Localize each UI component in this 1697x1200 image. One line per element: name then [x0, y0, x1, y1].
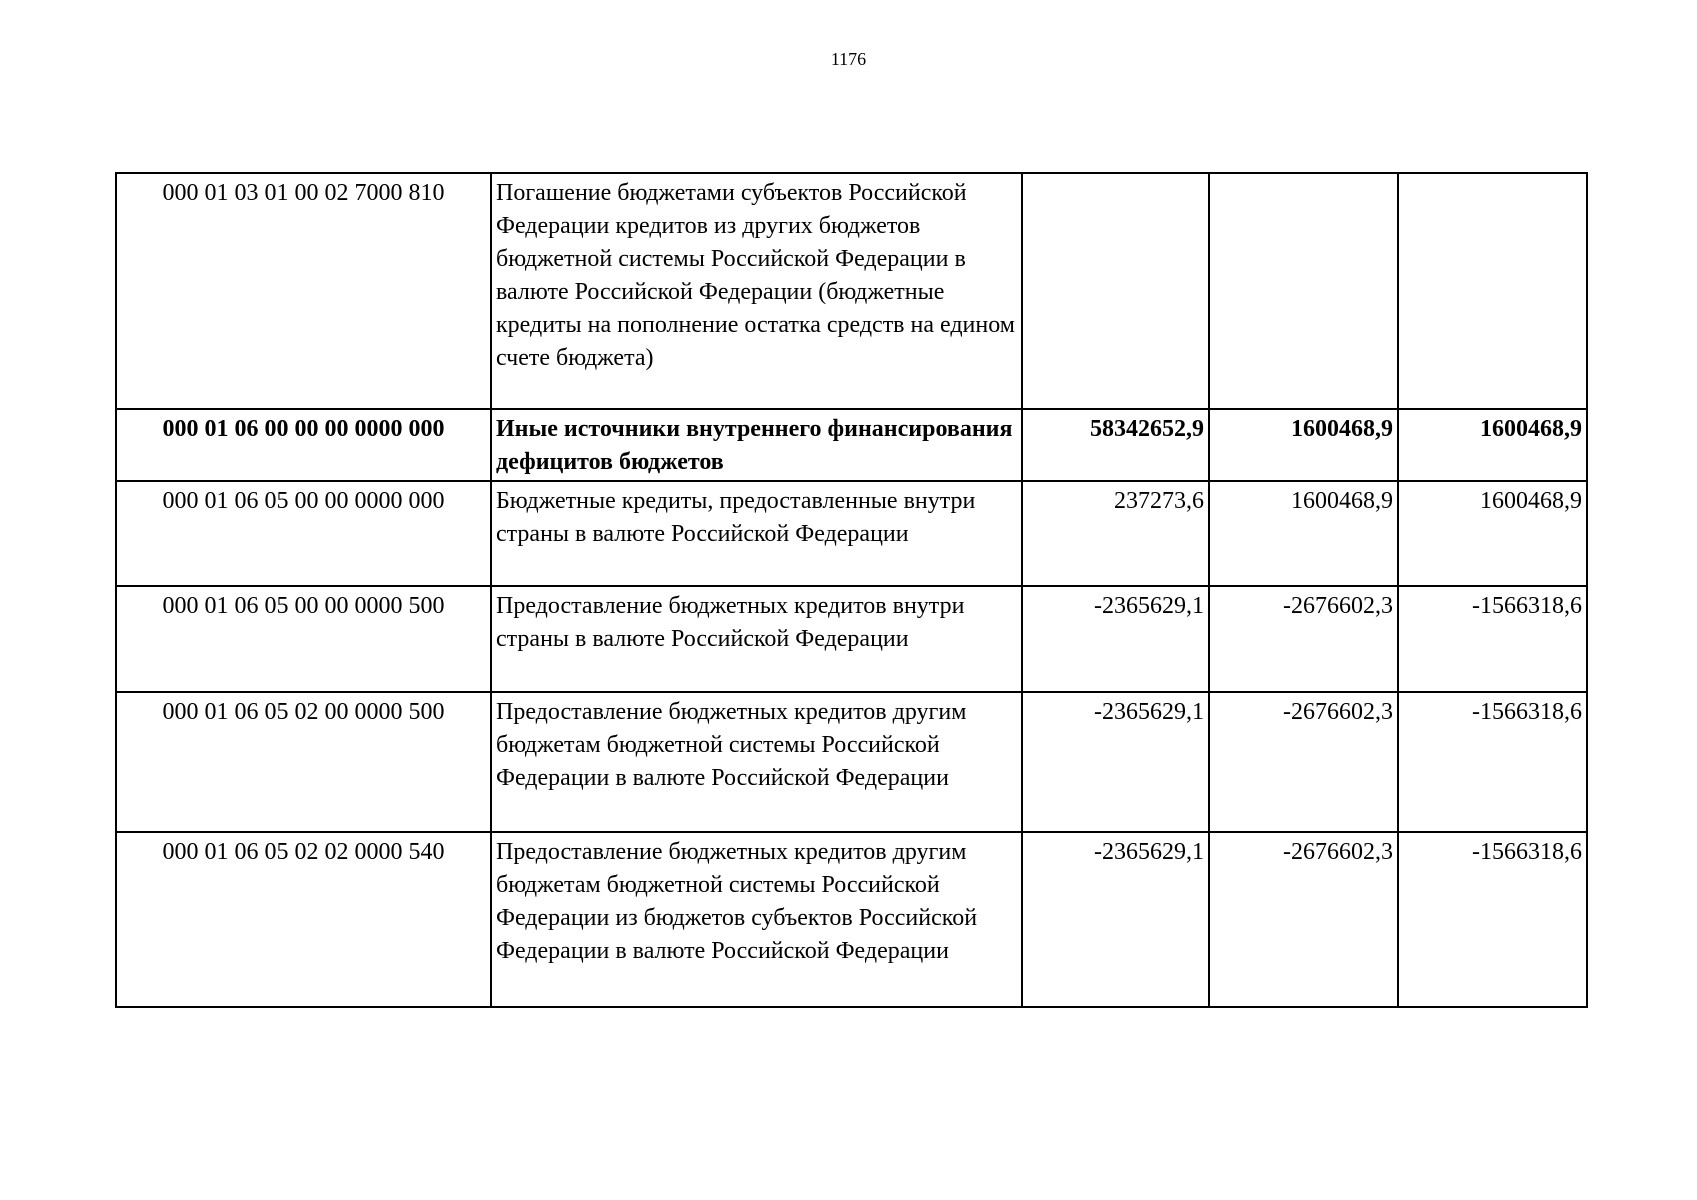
- row-value-3: [1398, 173, 1587, 409]
- row-value-2: -2676602,3: [1209, 586, 1398, 692]
- table-row: [116, 692, 1587, 832]
- row-value-2: 1600468,9: [1209, 481, 1398, 586]
- row-code: 000 01 06 05 00 00 0000 500: [116, 586, 491, 692]
- table-row: [116, 481, 1587, 586]
- row-value-3: 1600468,9: [1398, 481, 1587, 586]
- row-value-1: -2365629,1: [1022, 692, 1209, 832]
- row-value-1: -2365629,1: [1022, 832, 1209, 1007]
- row-code: 000 01 06 05 02 00 0000 500: [116, 692, 491, 832]
- row-name: Предоставление бюджетных кредитов внутри страны в валюте Российской Федерации: [491, 586, 1022, 692]
- row-value-3: -1566318,6: [1398, 586, 1587, 692]
- row-name: Погашение бюджетами субъектов Российской Федерации кредитов из других бюджетов бюджетной системы Российской Федерации в валюте Российской Федерации (бюджетные кредиты на пополнение остатка средств на едином счете бюджета): [491, 173, 1022, 409]
- row-value-1: -2365629,1: [1022, 586, 1209, 692]
- row-name: Иные источники внутреннего финансирования дефицитов бюджетов: [491, 409, 1022, 481]
- table-row: [116, 832, 1587, 1007]
- row-code: 000 01 06 05 02 02 0000 540: [116, 832, 491, 1007]
- row-value-3: -1566318,6: [1398, 832, 1587, 1007]
- row-value-3: -1566318,6: [1398, 692, 1587, 832]
- row-value-2: 1600468,9: [1209, 409, 1398, 481]
- row-value-1: 237273,6: [1022, 481, 1209, 586]
- row-code: 000 01 03 01 00 02 7000 810: [116, 173, 491, 409]
- row-name: Предоставление бюджетных кредитов другим бюджетам бюджетной системы Российской Федерации из бюджетов субъектов Российской Федерации в валюте Российской Федерации: [491, 832, 1022, 1007]
- row-value-2: [1209, 173, 1398, 409]
- row-value-1: 58342652,9: [1022, 409, 1209, 481]
- budget-sources-table: [115, 172, 1588, 1008]
- table-row: [116, 409, 1587, 481]
- row-value-3: 1600468,9: [1398, 409, 1587, 481]
- row-value-2: -2676602,3: [1209, 832, 1398, 1007]
- row-value-1: [1022, 173, 1209, 409]
- page-number: 1176: [830, 49, 867, 69]
- row-code: 000 01 06 05 00 00 0000 000: [116, 481, 491, 586]
- row-name: Бюджетные кредиты, предоставленные внутри страны в валюте Российской Федерации: [491, 481, 1022, 586]
- row-name: Предоставление бюджетных кредитов другим бюджетам бюджетной системы Российской Федерации в валюте Российской Федерации: [491, 692, 1022, 832]
- row-code: 000 01 06 00 00 00 0000 000: [116, 409, 491, 481]
- table-row: [116, 586, 1587, 692]
- table-row: [116, 173, 1587, 409]
- row-value-2: -2676602,3: [1209, 692, 1398, 832]
